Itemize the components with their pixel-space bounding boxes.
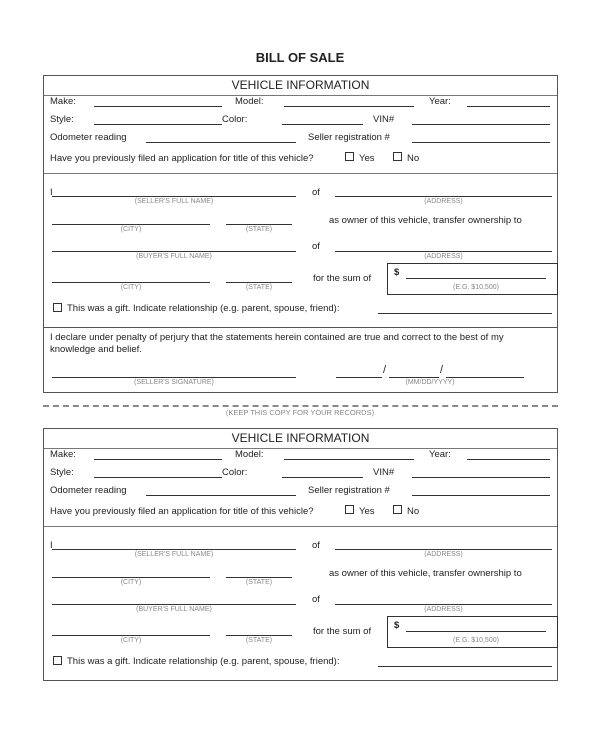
of-label: of (312, 187, 320, 198)
color-label: Color: (222, 114, 248, 125)
seller-reg-field[interactable] (412, 142, 550, 143)
seller-address-field[interactable] (335, 549, 552, 550)
seller-signature-caption: (SELLER'S SIGNATURE) (134, 379, 214, 386)
gift-checkbox[interactable] (53, 303, 62, 312)
make-field[interactable] (94, 459, 222, 460)
color-field[interactable] (282, 124, 363, 125)
gift-relationship-field[interactable] (378, 666, 552, 667)
seller-name-caption: (SELLER'S FULL NAME) (134, 551, 214, 558)
date-slash: / (440, 364, 444, 376)
yes-checkbox[interactable] (345, 152, 354, 161)
for-sum-label: for the sum of (313, 273, 372, 284)
seller-address-field[interactable] (335, 196, 552, 197)
no-checkbox[interactable] (393, 505, 402, 514)
seller-reg-field[interactable] (412, 495, 550, 496)
as-owner-text: as owner of this vehicle, transfer ownership to (329, 568, 522, 579)
buyer-state-field[interactable] (226, 635, 292, 636)
seller-state-caption: (STATE) (245, 226, 273, 233)
seller-address-caption: (ADDRESS) (424, 551, 463, 558)
yes-label: Yes (359, 153, 375, 164)
make-label: Make: (50, 96, 76, 107)
year-label: Year: (429, 449, 451, 460)
make-field[interactable] (94, 106, 222, 107)
style-field[interactable] (94, 477, 222, 478)
seller-name-field[interactable] (52, 196, 296, 197)
seller-reg-label: Seller registration # (308, 132, 390, 143)
buyer-address-field[interactable] (335, 251, 552, 252)
make-label: Make: (50, 449, 76, 460)
buyer-city-caption: (CITY) (120, 284, 142, 291)
sale-amount-box[interactable] (387, 263, 558, 295)
buyer-address-caption: (ADDRESS) (424, 606, 463, 613)
gift-label: This was a gift. Indicate relationship (e.g. parent, spouse, friend): (67, 656, 340, 667)
model-field[interactable] (284, 106, 414, 107)
of-label: of (312, 241, 320, 252)
buyer-state-caption: (STATE) (245, 284, 273, 291)
seller-city-caption: (CITY) (120, 226, 142, 233)
seller-state-field[interactable] (226, 577, 292, 578)
divider (44, 526, 557, 527)
title-question: Have you previously filed an application for title of this vehicle? (50, 506, 314, 517)
year-field[interactable] (467, 106, 550, 107)
date-day-field[interactable] (389, 377, 439, 378)
year-label: Year: (429, 96, 451, 107)
vin-label: VIN# (373, 114, 395, 125)
declaration-text: I declare under penalty of perjury that the statements herein contained are true and correct to the best of my knowledge and belief. (50, 332, 504, 355)
seller-city-field[interactable] (52, 577, 210, 578)
amount-example-caption: (E.G. $10,500) (453, 637, 499, 644)
gift-label: This was a gift. Indicate relationship (e.g. parent, spouse, friend): (67, 303, 340, 314)
gift-checkbox[interactable] (53, 656, 62, 665)
vin-label: VIN# (373, 467, 395, 478)
year-field[interactable] (467, 459, 550, 460)
model-label: Model: (235, 96, 264, 107)
seller-reg-label: Seller registration # (308, 485, 390, 496)
seller-signature-field[interactable] (52, 377, 296, 378)
dollar-sign: $ (394, 267, 400, 278)
seller-address-caption: (ADDRESS) (424, 198, 463, 205)
no-checkbox[interactable] (393, 152, 402, 161)
style-label: Style: (50, 467, 74, 478)
date-format-caption: (MM/DD/YYYY) (405, 379, 455, 386)
form-copy-1 (43, 75, 558, 328)
sale-amount-field[interactable] (406, 631, 546, 632)
form-copy-2 (43, 428, 558, 681)
buyer-address-caption: (ADDRESS) (424, 253, 463, 260)
keep-copy-note: (KEEP THIS COPY FOR YOUR RECORDS) (225, 408, 375, 417)
seller-state-caption: (STATE) (245, 579, 273, 586)
odometer-field[interactable] (146, 495, 296, 496)
as-owner-text: as owner of this vehicle, transfer ownership to (329, 215, 522, 226)
cut-line (43, 405, 558, 407)
no-label: No (407, 153, 420, 164)
date-year-field[interactable] (446, 377, 524, 378)
sale-amount-field[interactable] (406, 278, 546, 279)
vin-field[interactable] (412, 477, 550, 478)
date-slash: / (383, 364, 387, 376)
i-label: I (50, 187, 53, 198)
model-field[interactable] (284, 459, 414, 460)
date-month-field[interactable] (336, 377, 382, 378)
odometer-field[interactable] (146, 142, 296, 143)
yes-checkbox[interactable] (345, 505, 354, 514)
buyer-name-caption: (BUYER'S FULL NAME) (136, 606, 212, 613)
dollar-sign: $ (394, 620, 400, 631)
no-label: No (407, 506, 420, 517)
sale-amount-box[interactable] (387, 616, 558, 648)
page-title: BILL OF SALE (255, 50, 345, 65)
declaration-box (43, 327, 558, 393)
buyer-name-field[interactable] (52, 251, 296, 252)
gift-relationship-field[interactable] (378, 313, 552, 314)
style-label: Style: (50, 114, 74, 125)
of-label: of (312, 540, 320, 551)
color-label: Color: (222, 467, 248, 478)
buyer-name-field[interactable] (52, 604, 296, 605)
vin-field[interactable] (412, 124, 550, 125)
odometer-label: Odometer reading (50, 132, 127, 143)
vehicle-info-header: VEHICLE INFORMATION (44, 429, 557, 449)
buyer-state-caption: (STATE) (245, 637, 273, 644)
seller-name-field[interactable] (52, 549, 296, 550)
amount-example-caption: (E.G. $10,500) (453, 284, 499, 291)
seller-state-field[interactable] (226, 224, 292, 225)
buyer-city-caption: (CITY) (120, 637, 142, 644)
buyer-city-field[interactable] (52, 635, 210, 636)
color-field[interactable] (282, 477, 363, 478)
buyer-state-field[interactable] (226, 282, 292, 283)
odometer-label: Odometer reading (50, 485, 127, 496)
title-question: Have you previously filed an application for title of this vehicle? (50, 153, 314, 164)
buyer-city-field[interactable] (52, 282, 210, 283)
seller-city-field[interactable] (52, 224, 210, 225)
buyer-name-caption: (BUYER'S FULL NAME) (136, 253, 212, 260)
seller-city-caption: (CITY) (120, 579, 142, 586)
for-sum-label: for the sum of (313, 626, 372, 637)
vehicle-info-header: VEHICLE INFORMATION (44, 76, 557, 96)
of-label: of (312, 594, 320, 605)
i-label: I (50, 540, 53, 551)
style-field[interactable] (94, 124, 222, 125)
buyer-address-field[interactable] (335, 604, 552, 605)
seller-name-caption: (SELLER'S FULL NAME) (134, 198, 214, 205)
yes-label: Yes (359, 506, 375, 517)
model-label: Model: (235, 449, 264, 460)
divider (44, 173, 557, 174)
